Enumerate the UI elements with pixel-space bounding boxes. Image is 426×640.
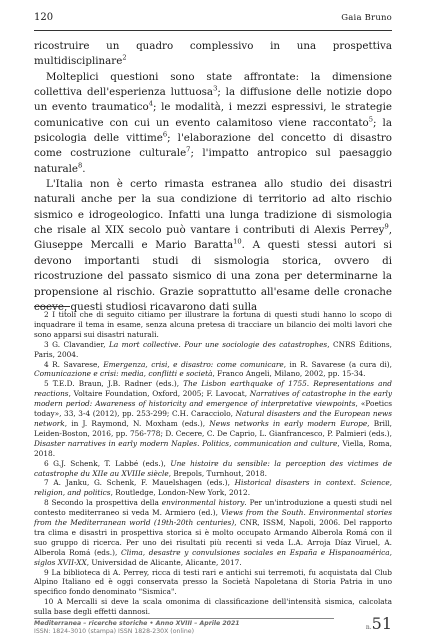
footnote xyxy=(34,568,392,598)
text-run: 8 Secondo la prospettiva della xyxy=(44,498,162,508)
footnote-ref: 5 xyxy=(368,115,374,124)
text-run: , «Poetics today», 33, 3-4 (2012), pp. 253-299; C.H. Caracciolo, xyxy=(34,399,392,419)
text-run: . xyxy=(82,162,86,175)
text-run: 9 La biblioteca di A. Perrey, ricca di testi rari e antichi sui terremoti, fu acquistata dal Club Alpino Italiano ed è oggi conservata presso la Società Napoletana di Storia Patria in uno specifico fondo denominato "Sismica". xyxy=(34,567,392,597)
footnote-ref: 7 xyxy=(186,145,191,154)
footnote-ref: 8 xyxy=(78,161,83,170)
italic-title: La mort collective. Pour une sociologie des catastrophes xyxy=(108,339,328,349)
paragraph-1 xyxy=(34,39,392,70)
issue-number xyxy=(366,614,392,633)
footnote xyxy=(34,379,392,458)
text-run: ; l'impatto antropico sul paesaggio naturale xyxy=(34,147,392,175)
main-text xyxy=(34,39,392,315)
issn-info: ISSN: 1824-3010 (stampa) ISSN 1828-230X (online) xyxy=(34,628,195,635)
italic-title: environmental history xyxy=(161,498,245,508)
italic-title: Emergenza, crisi, e disastro: come comunicare xyxy=(103,359,284,369)
italic-title: Une histoire du sensible: la perception des victimes de catastrophe du XIIe au XVIIIe siècle xyxy=(34,458,392,478)
text-run: , Franco Angeli, Milano, 2002, pp. 15-34. xyxy=(212,369,366,379)
page-footer xyxy=(34,620,240,636)
footnote xyxy=(34,478,392,498)
footnote-rule xyxy=(34,306,70,307)
text-run: , CNR, ISSM, Napoli, 2006. Del rapporto tra clima e disastri in prospettiva storica si è molto occupato Armando Alberola Romá con il suo gruppo di ricerca. Per uno dei risultati più recenti si veda L.A. Arroja Díaz Viruel, A. Alberola Romá (eds.), xyxy=(34,518,392,557)
text-run: , CNRS Éditions, Paris, 2004. xyxy=(34,339,392,359)
paragraph-2 xyxy=(34,70,392,177)
footnote xyxy=(34,498,392,567)
text-run: , Brepols, Turnhout, 2018. xyxy=(168,468,267,478)
text-run: . A questi stessi autori si devono importanti studi di sismologia storica, ovvero di ricostruzione del passato sismico di una zona per determinarne la propensione al rischio. Grazie soprattutto all'esame delle cronache coeve, questi studiosi ricavarono dati sulla xyxy=(34,239,392,313)
issue-prefix: n. xyxy=(365,624,372,631)
text-run: 5 T.E.D. Braun, J.B. Radner (eds.), xyxy=(44,379,184,389)
italic-title: Views from the South. Environmental stories from the Mediterranean world (19th-20th centuries) xyxy=(34,508,393,528)
text-run: , Brill, Leiden-Boston, 2016, pp. 756-778; D. Cecere, C. De Caprio, L. Gianfrancesco, P. Palmieri (eds.), xyxy=(34,418,392,438)
footer-rule xyxy=(34,618,334,619)
text-run: . Per un'introduzione a questi studi nel contesto mediterraneo si veda M. Armiero (ed.), xyxy=(34,498,393,518)
italic-title: Clima, desastre y convulsiones sociales en España e Hispanoamérica, siglos XVII-XX xyxy=(34,547,392,567)
text-run: 4 R. Savarese, xyxy=(44,359,104,369)
footnote-ref: 9 xyxy=(384,222,389,231)
text-run: , in J. Raymond, N. Moxham (eds.), xyxy=(64,418,210,428)
italic-title: The Lisbon earthquake of 1755. Representations and reactions xyxy=(34,379,392,399)
footnote xyxy=(34,459,392,479)
text-run: ; le modalità, i mezzi espressivi, le strategie comunicative con cui un evento calamitoso viene raccontato xyxy=(34,101,392,129)
running-header xyxy=(34,12,392,28)
italic-title: Narratives of catastrophe in the early modern period: Awareness of historicity and emergence of interpretative viewpoints xyxy=(34,389,392,409)
text-run: 3 G. Clavandier, xyxy=(44,339,109,349)
footnote xyxy=(34,340,392,360)
header-rule xyxy=(34,30,392,31)
text-run: , Voltaire Foundation, Oxford, 2005; F. Lavocat, xyxy=(68,389,250,399)
text-run: 7 A. Janku, G. Schenk, F. Mauelshagen (eds.), xyxy=(44,478,235,488)
footnote xyxy=(34,310,392,340)
footnotes xyxy=(34,310,392,617)
italic-title: Natural disasters and the European news network xyxy=(34,409,392,428)
running-author: Gaia Bruno xyxy=(341,13,392,23)
footnote xyxy=(34,360,392,380)
text-run: , Giuseppe Mercalli e Mario Baratta xyxy=(34,224,392,252)
text-run: 2 I titoli che di seguito citiamo per illustrare la fortuna di questi studi hanno lo scopo di inquadrare il tema in esame, senza alcuna pretesa di tracciare un bilancio dei molti lavori che sono apparsi sui disastri naturali. xyxy=(34,310,392,339)
text-run: Molteplici questioni sono state affrontate: la dimensione collettiva dell'esperienza luttuosa xyxy=(34,70,392,99)
text-run: ; l'elaborazione del concetto di disastro come costruzione culturale xyxy=(34,132,392,160)
paragraph-3 xyxy=(34,177,392,315)
text-run: , Routledge, London-New York, 2012. xyxy=(110,488,251,498)
footnote-ref: 4 xyxy=(148,99,153,108)
text-run: , in R. Savarese (a cura di), xyxy=(283,359,392,369)
text-run: 6 G.J. Schenk, T. Labbé (eds.), xyxy=(44,458,171,468)
footnote-ref: 10 xyxy=(233,238,242,247)
italic-title: Comunicazione e crisi: media, conflitti e società xyxy=(34,369,213,379)
text-run: ; la psicologia delle vittime xyxy=(34,116,392,145)
footnote-ref: 3 xyxy=(213,84,218,93)
footnote xyxy=(34,597,392,617)
text-run: ; la diffusione delle notizie dopo un evento traumatico xyxy=(34,86,392,114)
text-run: , Viella, Roma, 2018. xyxy=(34,438,392,458)
page-number: 120 xyxy=(34,12,54,23)
italic-title: Historical disasters in context. Science, religion, and politics xyxy=(34,478,393,498)
italic-title: Disaster narratives in early modern Naples. Politics, communication and culture xyxy=(34,438,338,448)
journal-info: Mediterranea – ricerche storiche • Anno XVIII – Aprile 2021 xyxy=(34,620,240,627)
text-run: , Universidad de Alicante, Alicante, 2017. xyxy=(86,557,242,567)
text-run: 10 A Mercalli si deve la scala omonima di classificazione dell'intensità sismica, calcolata sulla base degli effetti dannosi. xyxy=(34,597,392,617)
issue-number-value: 51 xyxy=(371,614,392,633)
italic-title: News networks in early modern Europe xyxy=(209,418,368,428)
text-run: L'Italia non è certo rimasta estranea allo studio dei disastri naturali anche per la sua condizione di territorio ad alto rischio sismico e idrogeologico. Infatti una lunga tradizione di sismologia che risale al XIX secolo può vantare i contributi di Alexis Perrey xyxy=(34,178,392,237)
paragraph-1-text: ricostruire un quadro complessivo in una prospettiva multidisciplinare xyxy=(34,40,392,68)
footnote-ref: 6 xyxy=(162,130,168,139)
footnote-ref: 2 xyxy=(122,53,127,62)
